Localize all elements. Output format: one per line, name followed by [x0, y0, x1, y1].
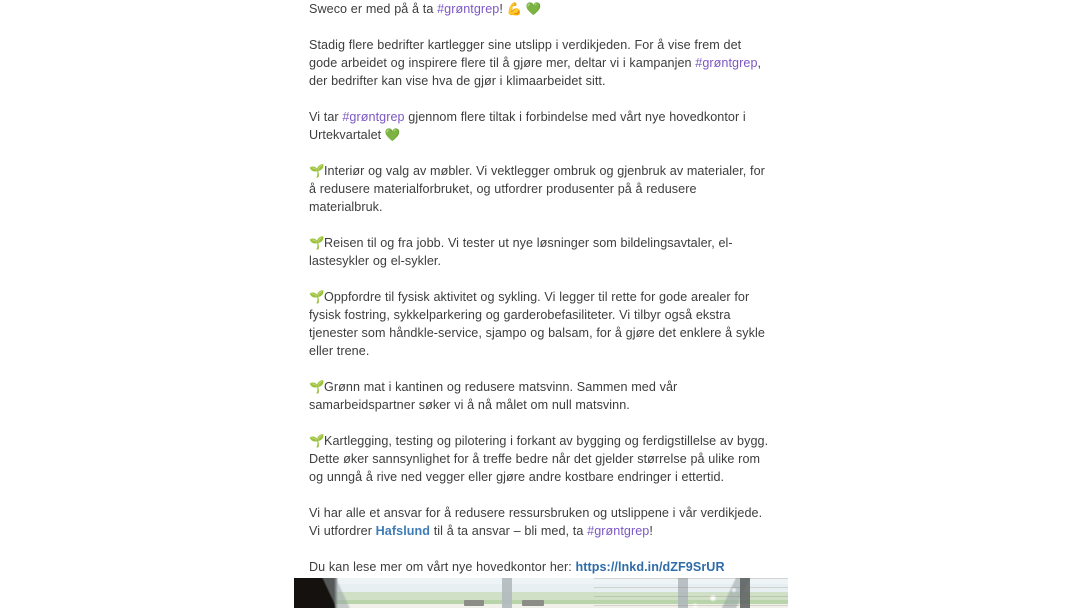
text-run: , der bedrifter kan vise hva de gjør i klimaarbeidet sitt. — [309, 56, 762, 88]
text-run: ! — [649, 524, 653, 538]
post-image[interactable] — [294, 578, 788, 608]
post-paragraph-intro — [309, 0, 772, 18]
text-run: Interiør og valg av møbler. Vi vektlegger ombruk og gjenbruk av materialer, for å redusere materialforbruket, og utfordrer produsenter på å redusere materialbruk. — [309, 164, 765, 214]
text-run: Vi har alle et ansvar for å redusere ressursbruken og utslippene i vår verdikjede. Vi utfordrer — [309, 506, 763, 538]
post-paragraph-read-more — [309, 558, 772, 576]
text-run: Vi tar — [309, 110, 343, 124]
mention-link-hafslund[interactable]: Hafslund — [375, 524, 431, 538]
text-run: til å ta ansvar – bli med, ta — [430, 524, 588, 538]
post-paragraph-challenge — [309, 504, 772, 540]
hashtag-link-grontgrep[interactable]: #grøntgrep — [437, 2, 500, 16]
hashtag-link-grontgrep[interactable]: #grøntgrep — [342, 110, 405, 124]
text-run: gjennom flere tiltak i forbindelse med vårt nye hovedkontor i Urtekvartalet — [309, 110, 746, 142]
external-link-lnkd[interactable]: https://lnkd.in/dZF9SrUR — [575, 560, 725, 574]
text-run: ! — [499, 2, 507, 16]
green-heart-emoji: 💚 — [525, 1, 542, 16]
post-bullet-activity — [309, 288, 772, 360]
seedling-emoji: 🌱 — [309, 163, 325, 178]
text-run: Kartlegging, testing og pilotering i forkant av bygging og ferdigstillelse av bygg. Dette øker sannsynlighet for å treffe bedre når det gjelder størrelse på ulike rom og unngå å rive ned vegger eller gjøre andre kostbare endringer i ettertid. — [309, 434, 769, 484]
seedling-emoji: 🌱 — [309, 289, 325, 304]
hashtag-link-grontgrep[interactable]: #grøntgrep — [695, 56, 758, 70]
sill-object — [464, 600, 484, 606]
timber-cladding-texture — [594, 578, 788, 608]
post-image-content — [294, 578, 788, 608]
text-run: Grønn mat i kantinen og redusere matsvinn. Sammen med vår samarbeidspartner søker vi å nå målet om null matsvinn. — [309, 380, 678, 412]
post-bullet-interior — [309, 162, 772, 216]
post-bullet-food — [309, 378, 772, 414]
seedling-emoji: 🌱 — [309, 433, 325, 448]
flexed-biceps-emoji: 💪 — [506, 1, 523, 16]
post-bullet-commute — [309, 234, 772, 270]
text-run: Oppfordre til fysisk aktivitet og sykling. Vi legger til rette for gode arealer for fysisk fostring, sykkelparkering og garderobefasiliteter. Vi tilbyr også ekstra tjenester som håndkle-service, sjampo og balsam, for å gjøre det enklere å sykle eller trene. — [309, 290, 765, 358]
seedling-emoji: 🌱 — [309, 235, 325, 250]
green-heart-emoji: 💚 — [384, 127, 401, 142]
text-run: Reisen til og fra jobb. Vi tester ut nye løsninger som bildelingsavtaler, el-lastesykler og el-sykler. — [309, 236, 733, 268]
text-run: Du kan lese mer om vårt nye hovedkontor her: — [309, 560, 576, 574]
text-run: Stadig flere bedrifter kartlegger sine utslipp i verdikjeden. For å vise frem det gode arbeidet og inspirere flere til å gjøre mer, deltar vi i kampanjen — [309, 38, 742, 70]
sill-object — [522, 600, 544, 606]
post-bullet-mapping — [309, 432, 772, 486]
post-paragraph-headquarters — [309, 108, 772, 144]
post-content-column — [309, 0, 772, 612]
seedling-emoji: 🌱 — [309, 379, 325, 394]
text-run: Sweco er med på å ta — [309, 2, 438, 16]
hashtag-link-grontgrep[interactable]: #grøntgrep — [587, 524, 650, 538]
post-paragraph-campaign — [309, 36, 772, 90]
